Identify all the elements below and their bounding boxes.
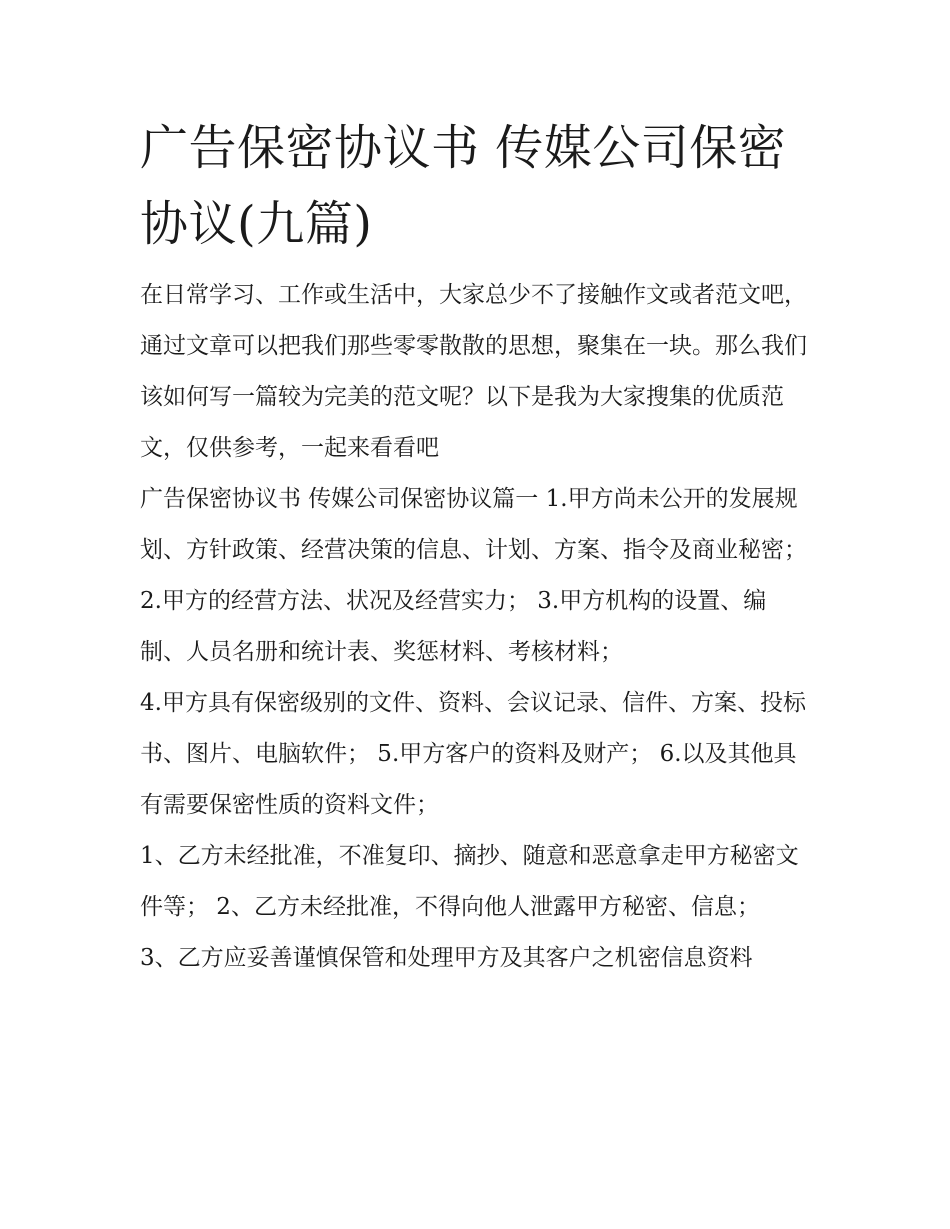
clause-paragraph: 4.甲方具有保密级别的文件、资料、会议记录、信件、方案、投标书、图片、电脑软件； 5.甲方客户的资料及财产； 6.以及其他具有需要保密性质的资料文件；: [140, 690, 806, 818]
clause-paragraph: 2.甲方的经营方法、状况及经营实力； 3.甲方机构的设置、编制、人员名册和统计表、奖惩材料、考核材料；: [140, 588, 767, 665]
clause-paragraph: 广告保密协议书 传媒公司保密协议篇一 1.甲方尚未公开的发展规划、方针政策、经营决策的信息、计划、方案、指令及商业秘密；: [140, 486, 807, 563]
document-content: [140, 110, 812, 984]
document-body: [140, 270, 812, 984]
clause-paragraph: 3、乙方应妥善谨慎保管和处理甲方及其客户之机密信息资料: [140, 945, 753, 971]
intro-paragraph: 在日常学习、工作或生活中，大家总少不了接触作文或者范文吧，通过文章可以把我们那些零零散散的思想，聚集在一块。那么我们该如何写一篇较为完美的范文呢？以下是我为大家搜集的优质范文，仅供参考，一起来看看吧: [140, 282, 807, 461]
clause-paragraph: 1、乙方未经批准，不准复印、摘抄、随意和恶意拿走甲方秘密文件等； 2、乙方未经批准，不得向他人泄露甲方秘密、信息；: [140, 843, 799, 920]
document-title: 广告保密协议书 传媒公司保密协议(九篇): [140, 120, 787, 252]
